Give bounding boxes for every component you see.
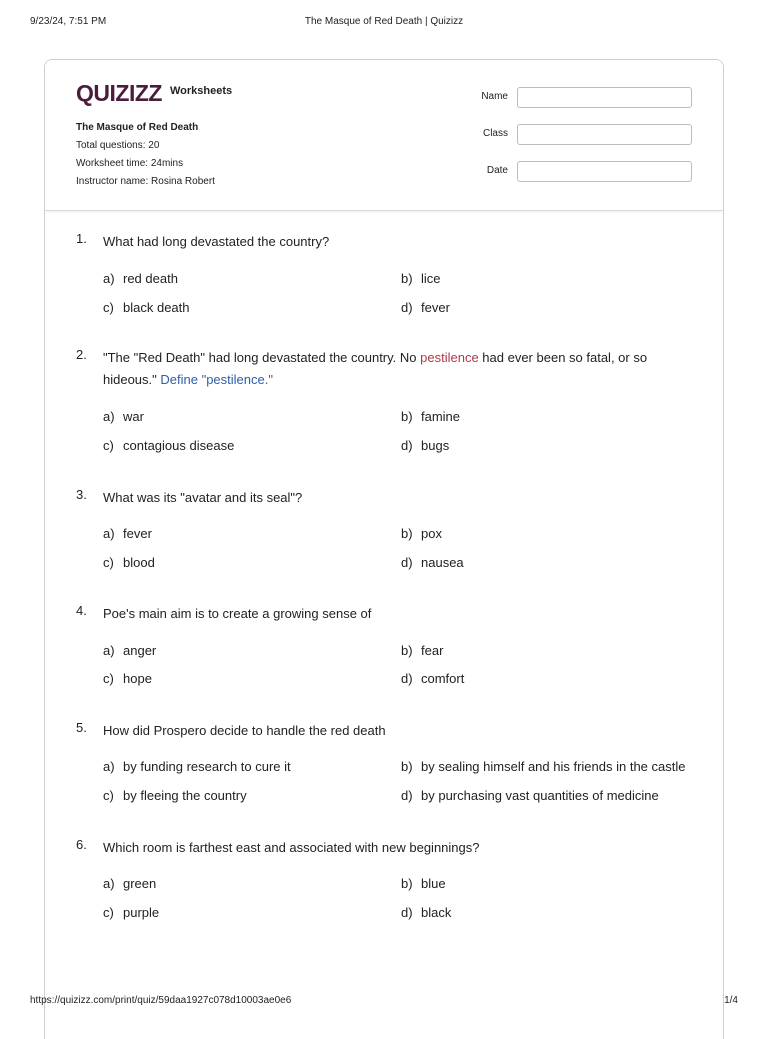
class-label: Class — [482, 128, 508, 139]
question-number: 2. — [76, 347, 87, 362]
option-letter: d) — [401, 905, 413, 920]
option-1d — [401, 300, 450, 315]
option-letter: c) — [103, 671, 114, 686]
name-label: Name — [481, 91, 508, 102]
option-letter: d) — [401, 671, 413, 686]
print-footer — [30, 995, 738, 1009]
option-5a — [103, 759, 291, 774]
total-questions: Total questions: 20 — [76, 140, 160, 151]
option-letter: b) — [401, 271, 413, 286]
option-text: hope — [123, 671, 152, 686]
logo-subtitle: Worksheets — [170, 85, 233, 97]
date-field[interactable] — [517, 161, 692, 182]
option-text: blood — [123, 555, 155, 570]
print-title: The Masque of Red Death | Quizizz — [304, 16, 464, 27]
question-number: 3. — [76, 487, 87, 502]
option-letter: c) — [103, 300, 114, 315]
question-text: What had long devastated the country? — [103, 234, 330, 249]
option-text: by sealing himself and his friends in the castle — [421, 759, 686, 774]
question-text: Which room is farthest east and associated with new beginnings? — [103, 840, 480, 855]
option-text: blue — [421, 876, 446, 891]
logo-text: QUIZIZZ — [76, 80, 162, 106]
option-letter: a) — [103, 409, 115, 424]
option-6b — [401, 876, 446, 891]
option-1c — [103, 300, 190, 315]
option-text: pox — [421, 526, 442, 541]
option-4d — [401, 671, 464, 686]
option-6a — [103, 876, 156, 891]
option-text: contagious disease — [123, 438, 235, 453]
question-number: 4. — [76, 603, 87, 618]
define-link[interactable]: Define "pestilence." — [160, 372, 273, 387]
option-text: black — [421, 905, 452, 920]
option-letter: d) — [401, 788, 413, 803]
option-text: fear — [421, 643, 444, 658]
option-3b — [401, 526, 442, 541]
question-text: How did Prospero decide to handle the red death — [103, 723, 386, 738]
option-letter: c) — [103, 905, 114, 920]
option-4c — [103, 671, 152, 686]
question-number: 5. — [76, 720, 87, 735]
question-text-part: had ever been so fatal, or so hideous." — [103, 350, 648, 387]
option-text: fever — [421, 300, 450, 315]
question-number: 1. — [76, 231, 87, 246]
option-letter: b) — [401, 759, 413, 774]
option-text: anger — [123, 643, 157, 658]
option-text: lice — [421, 271, 441, 286]
option-text: nausea — [421, 555, 464, 570]
option-3d — [401, 555, 464, 570]
option-1b — [401, 271, 441, 286]
class-field[interactable] — [517, 124, 692, 145]
option-2a — [103, 409, 144, 424]
option-text: by purchasing vast quantities of medicine — [421, 788, 659, 803]
option-letter: a) — [103, 876, 115, 891]
option-2c — [103, 438, 234, 453]
print-header — [30, 16, 738, 30]
option-letter: a) — [103, 759, 115, 774]
option-letter: d) — [401, 300, 413, 315]
name-field[interactable] — [517, 87, 692, 108]
option-text: fever — [123, 526, 152, 541]
option-letter: c) — [103, 438, 114, 453]
question-number: 6. — [76, 837, 87, 852]
option-text: comfort — [421, 671, 465, 686]
print-page-number: 1/4 — [724, 995, 738, 1006]
option-5b — [401, 759, 685, 774]
option-3a — [103, 526, 152, 541]
option-letter: c) — [103, 555, 114, 570]
highlighted-term: pestilence — [420, 350, 479, 365]
worksheet-time: Worksheet time: 24mins — [76, 158, 184, 169]
question-text: What was its "avatar and its seal"? — [103, 490, 303, 505]
option-6c — [103, 905, 159, 920]
instructor-name: Instructor name: Rosina Robert — [76, 176, 215, 187]
option-5d — [401, 788, 659, 803]
option-letter: b) — [401, 409, 413, 424]
worksheet-meta — [76, 119, 215, 191]
option-letter: b) — [401, 526, 413, 541]
option-3c — [103, 555, 155, 570]
question-text-part: "The "Red Death" had long devastated the country. No — [103, 350, 421, 365]
worksheet-header — [45, 60, 723, 211]
print-url: https://quizizz.com/print/quiz/59daa1927c078d10003ae0e6 — [30, 995, 292, 1006]
option-4a — [103, 643, 156, 658]
option-letter: a) — [103, 271, 115, 286]
option-text: purple — [123, 905, 160, 920]
option-letter: d) — [401, 555, 413, 570]
question-text — [103, 347, 703, 391]
option-2d — [401, 438, 449, 453]
option-text: green — [123, 876, 157, 891]
worksheet-sheet — [44, 59, 724, 1039]
option-text: black death — [123, 300, 190, 315]
option-text: war — [123, 409, 144, 424]
quizizz-logo — [76, 80, 166, 106]
date-label: Date — [486, 165, 508, 176]
option-1a — [103, 271, 178, 286]
option-letter: c) — [103, 788, 114, 803]
option-letter: b) — [401, 643, 413, 658]
option-5c — [103, 788, 247, 803]
option-letter: a) — [103, 526, 115, 541]
print-datetime: 9/23/24, 7:51 PM — [30, 16, 107, 27]
option-text: by funding research to cure it — [123, 759, 291, 774]
option-text: famine — [421, 409, 461, 424]
option-6d — [401, 905, 451, 920]
option-4b — [401, 643, 443, 658]
option-letter: d) — [401, 438, 413, 453]
option-text: red death — [123, 271, 178, 286]
option-2b — [401, 409, 460, 424]
worksheet-title: The Masque of Red Death — [76, 122, 199, 133]
option-letter: a) — [103, 643, 115, 658]
option-text: bugs — [421, 438, 450, 453]
option-text: by fleeing the country — [123, 788, 247, 803]
option-letter: b) — [401, 876, 413, 891]
question-text: Poe's main aim is to create a growing sense of — [103, 606, 372, 621]
